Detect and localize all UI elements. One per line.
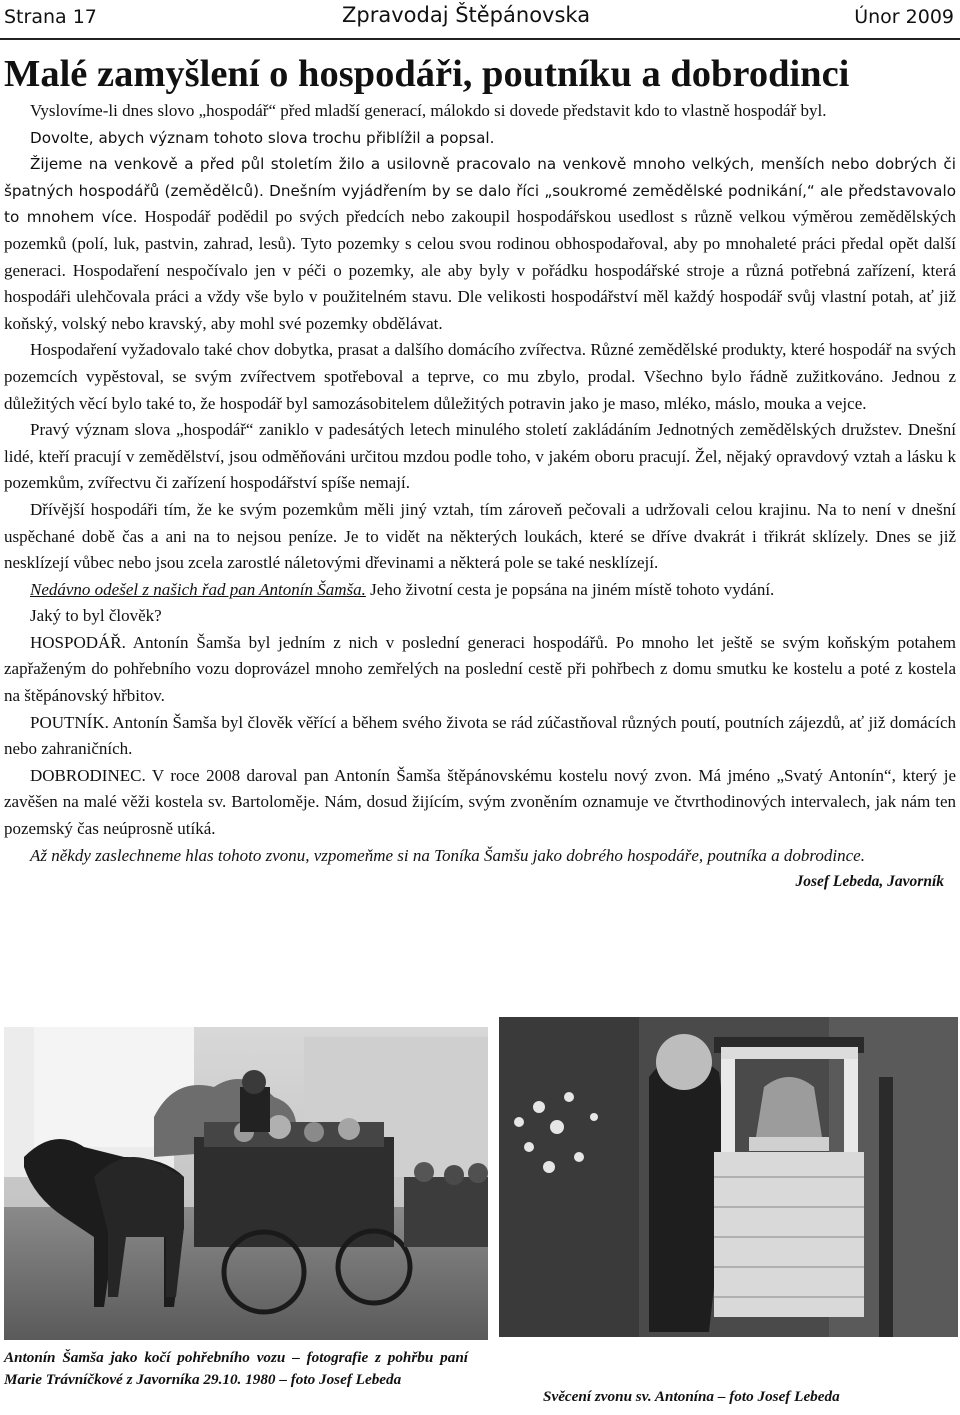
page-number: Strana 17 <box>4 6 97 28</box>
paragraph-text: Hospodář podědil po svých předcích nebo zakoupil hospodářskou usedlost s různě velkou výměrou zemědělských pozemků (polí, luk, pastvin, zahrad, lesů). <box>4 207 957 253</box>
paragraph-text: Pravý význam slova „hospodář“ zaniklo v padesátých letech minulého století zakládáním Jednotných zemědělských družstev. Dnešní lidé, kteří pracují v zemědělství, jsou odměňováni určitou mzdou podle toho, v jakém oboru pracují. Žel, nějaký opravdový vztah a lásku k pozemkům, zvířectvu či zařízení hospodářství spíše nemají. <box>4 420 956 493</box>
paragraph-text: Žijeme na venkově a před půl stoletím žilo a usilovně pracovalo na venkově mnoho velkých, menších nebo dobrých či špatných hospodářů (zemědělců). Dnešním vyjádřením by se dalo říci „soukromé zemědělské podnikání,“ ale představovalo to mnohem více. <box>4 155 956 227</box>
paragraph-text: HOSPODÁŘ. Antonín Šamša byl jedním z nich v poslední generaci hospodářů. Po mnoho let ještě se svým koňským potahem zapřaženým do pohřebního vozu doprovázel mnoho zemřelých na poslední cestě při pohřbech z domu smutku ke kostelu a poté z kostela na štěpánovský hřbitov. <box>4 632 956 706</box>
closing-paragraph <box>4 843 956 891</box>
page-header <box>0 0 960 38</box>
article-title: Malé zamyšlení o hospodáři, poutníku a dobrodinci <box>4 53 850 95</box>
paragraph <box>4 763 956 843</box>
paragraph <box>4 603 956 630</box>
paragraph <box>4 337 956 417</box>
paragraph-text: Dovolte, abych význam tohoto slova trochu přiblížil a popsal. <box>30 128 495 147</box>
underlined-text: Nedávno odešel z našich řad pan Antonín Šamša. <box>30 579 366 599</box>
issue-date: Únor 2009 <box>854 6 954 28</box>
paragraph <box>4 630 956 710</box>
paragraph-text: Až někdy zaslechneme hlas tohoto zvonu, vzpomeňme si na Toníka Šamšu jako dobrého hospodáře, poutníka a dobrodince. <box>30 845 865 865</box>
funeral-carriage-photo <box>4 1027 488 1340</box>
photo-caption-bell: Svěcení zvonu sv. Antonína – foto Josef Lebeda <box>543 1388 840 1405</box>
paragraph <box>4 497 956 577</box>
paragraph <box>4 125 956 152</box>
bell-consecration-photo <box>499 1017 958 1337</box>
paragraph-text: POUTNÍK. Antonín Šamša byl člověk věřící a během svého života se rád zúčastňoval různých poutí, poutních zájezdů, ať již domácích nebo zahraničních. <box>4 712 956 759</box>
paragraph-text: Jeho životní cesta je popsána na jiném místě tohoto vydání. <box>365 579 775 599</box>
paragraph-text: Hospodaření vyžadovalo také chov dobytka, prasat a dalšího domácího zvířectva. Různé zemědělské produkty, které hospodář na svých pozemcích vypěstoval, se svým zvířectvem spotřeboval a teprve, co mu zbylo, prodal. Všechno bylo řádně zužitkováno. Jednou z důležitých věcí bylo také to, že hospodář byl samozásobitelem důležitých potravin jako je maso, mléko, máslo, mouka a vejce. <box>4 340 956 413</box>
paragraph <box>4 417 956 497</box>
paragraph <box>4 577 956 604</box>
paragraph-text: Vyslovíme-li dnes slovo „hospodář“ před mladší generací, málokdo si dovede představit kdo to vlastně hospodář byl. <box>30 101 827 120</box>
article-body <box>4 98 956 896</box>
paragraph-text: Dřívější hospodáři tím, že ke svým pozemkům měli jiný vztah, tím zároveň pečovali a udržovali celou krajinu. Na to není v dnešní uspěchané době čas a ani na to nejsou peníze. Je to vidět na některých loukách, které se dříve dvakrát i třikrát sklízely. Dnes se již nesklízejí vůbec nebo jsou zcela zarostlé náletovými dřevinami a některá pole se také nesklízejí. <box>4 499 956 573</box>
paragraph <box>4 98 956 125</box>
header-divider <box>0 38 960 40</box>
funeral-carriage-image <box>4 1027 488 1340</box>
paragraph-text: Tyto pozemky s celou svou rodinou obhospodařoval, aby po mnohaleté práci předal opět další generaci. Hospodaření nespočívalo jen v péči o pozemky, ale aby byly v pořádku hospodářské stroje a různá potřebná zařízení, která hospodáři ulehčovala práci a vždy vše bylo v použitelném stavu. Dle velikosti hospodářství měl každý hospodář svůj vlastní potah, ať již koňský, volský nebo kravský, aby mohl své pozemky obdělávat. <box>4 233 956 333</box>
paragraph <box>4 710 956 763</box>
paragraph-text: Jaký to byl člověk? <box>30 606 162 626</box>
bell-consecration-image <box>499 1017 958 1337</box>
paragraph-text: DOBRODINEC. V roce 2008 daroval pan Antonín Šamša štěpánovskému kostelu nový zvon. Má jméno „Svatý Antonín“, který je zavěšen na malé věži kostela sv. Bartoloměje. Nám, dosud žijícím, svým zvoněním oznamuje ve čtvrthodinových intervalech, jak nám ten pozemský čas neúprosně utíká. <box>4 765 956 839</box>
paragraph <box>4 151 956 337</box>
photo-caption-funeral: Antonín Šamša jako kočí pohřebního vozu – fotografie z pohřbu paní Marie Trávníčkové z Javorníka 29.10. 1980 – foto Josef Lebeda <box>4 1349 468 1388</box>
author-signature: Josef Lebeda, Javorník <box>795 873 944 891</box>
publication-title: Zpravodaj Štěpánovska <box>342 3 591 27</box>
